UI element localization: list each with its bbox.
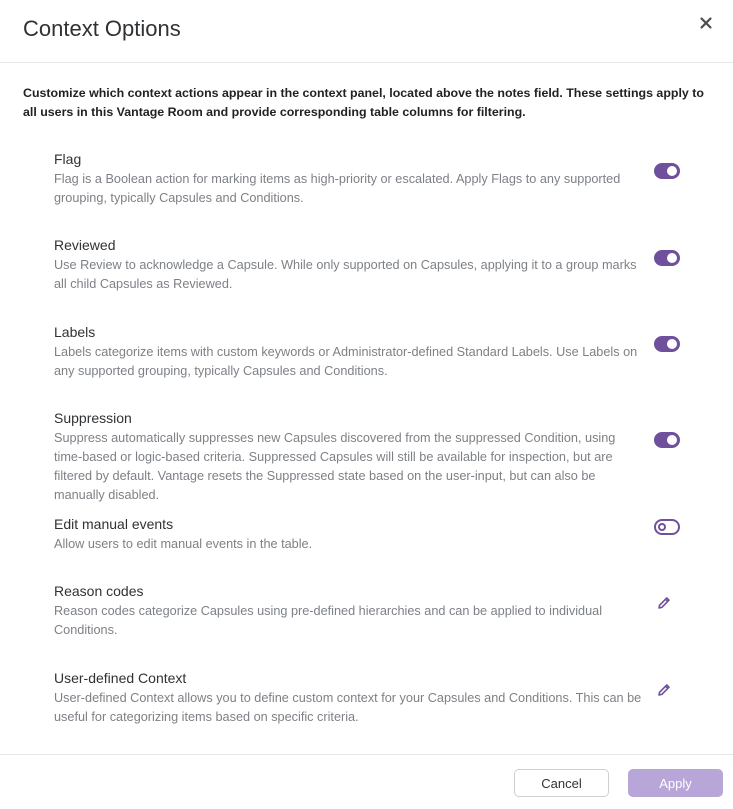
- dialog-footer: [0, 754, 733, 809]
- option-edit-manual-events: [54, 515, 722, 554]
- option-description: Allow users to edit manual events in the table.: [54, 537, 313, 551]
- toggle-knob: [667, 339, 677, 349]
- edit-manual-events-toggle[interactable]: [654, 519, 680, 535]
- dialog-title: Context Options: [23, 16, 181, 41]
- toggle-knob: [667, 253, 677, 263]
- toggle-knob: [667, 435, 677, 445]
- option-title: Flag: [54, 151, 82, 167]
- close-button[interactable]: [698, 15, 714, 31]
- option-title: Suppression: [54, 410, 132, 426]
- option-reviewed: [54, 236, 722, 294]
- pencil-icon: [656, 595, 672, 611]
- option-labels: [54, 323, 722, 381]
- labels-toggle[interactable]: [654, 336, 680, 352]
- reviewed-toggle[interactable]: [654, 250, 680, 266]
- option-reason-codes: [54, 582, 722, 640]
- option-flag: [54, 150, 722, 208]
- dialog-header: [0, 0, 733, 63]
- pencil-icon: [656, 682, 672, 698]
- option-title: Labels: [54, 324, 96, 340]
- suppression-toggle[interactable]: [654, 432, 680, 448]
- cancel-button[interactable]: Cancel: [514, 769, 609, 797]
- option-description: Flag is a Boolean action for marking items as high-priority or escalated. Apply Flags to any supported grouping, typically Capsules and Conditions.: [54, 172, 621, 205]
- option-description: User-defined Context allows you to define custom context for your Capsules and Conditions. This can be useful for categorizing items based on specific criteria.: [54, 691, 642, 724]
- apply-button[interactable]: Apply: [628, 769, 723, 797]
- option-user-defined-context: [54, 669, 722, 727]
- option-title: Reason codes: [54, 583, 144, 599]
- option-description: Use Review to acknowledge a Capsule. While only supported on Capsules, applying it to a group marks all child Capsules as Reviewed.: [54, 258, 637, 291]
- option-title: Edit manual events: [54, 516, 174, 532]
- toggle-knob: [667, 166, 677, 176]
- option-title: User-defined Context: [54, 670, 187, 686]
- option-description: Reason codes categorize Capsules using pre-defined hierarchies and can be applied to individual Conditions.: [54, 604, 603, 637]
- option-description: Labels categorize items with custom keywords or Administrator-defined Standard Labels. Use Labels on any supported grouping, typically Capsules and Conditions.: [54, 345, 638, 378]
- user-defined-context-edit-button[interactable]: [656, 682, 672, 698]
- reason-codes-edit-button[interactable]: [656, 595, 672, 611]
- toggle-knob: [658, 523, 666, 531]
- option-suppression: [54, 409, 722, 505]
- flag-toggle[interactable]: [654, 163, 680, 179]
- option-description: Suppress automatically suppresses new Capsules discovered from the suppressed Condition, using time-based or logic-based criteria. Suppressed Capsules will still be available for inspection, but are filtered by default. Vantage resets the Suppressed state based on the user-input, but can also be manually disabled.: [54, 431, 616, 502]
- close-icon: [698, 15, 714, 31]
- dialog-intro: Customize which context actions appear in the context panel, located above the notes field. These settings apply to all users in this Vantage Room and provide corresponding table columns for filtering.: [23, 86, 704, 119]
- option-title: Reviewed: [54, 237, 116, 253]
